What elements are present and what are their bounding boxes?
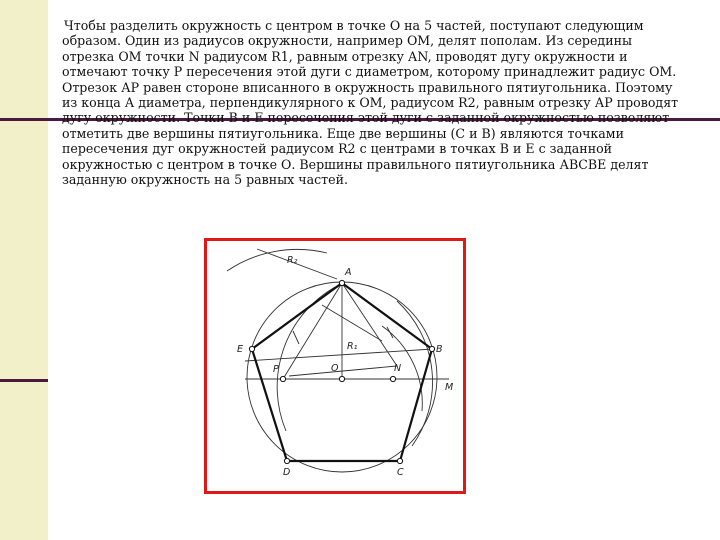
- label-c: C: [397, 467, 404, 478]
- label-n: N: [394, 363, 402, 374]
- label-o: O: [331, 363, 339, 374]
- pentagon-construction-figure: [204, 238, 466, 494]
- label-e: E: [237, 344, 244, 355]
- label-r2: R₂: [287, 255, 298, 266]
- construction-drawing: [207, 241, 463, 491]
- label-p: P: [273, 364, 279, 375]
- tick-right: [387, 327, 393, 338]
- construction-paragraph: Чтобы разделить окружность с центром в точке О на 5 частей, поступают следующим образом. Один из радиусов окружности, например ОМ, делят пополам. Из середины отрезка ОМ точки N радиусом R1, равным отрезку АN, проводят дугу окружности и отмечают точку Р пересечения этой дуги с диаметром, которому принадлежит радиус ОМ. Отрезок АР равен стороне вписанного в окружность правильного пятиугольника. Поэтому из конца А диаметра, перпендикулярного к ОМ, радиусом R2, равным отрезку АР проводят дугу окружности. Точки В и Е пересечения этой дуги с заданной окружностью позволяют отметить две вершины пятиугольника. Еще две вершины (С и В) являются точками пересечения дуг окружностей радиусом R2 с центрами в точках В и Е с заданной окружностью с центром в точке О. Вершины правильного пятиугольника АВСВЕ делят заданную окружность на 5 равных частей.: [62, 18, 679, 188]
- tick-left: [293, 331, 299, 344]
- label-d: D: [283, 467, 291, 478]
- label-m: M: [445, 382, 454, 393]
- label-r1: R₁: [347, 341, 358, 352]
- stripe-accent-line: [0, 379, 48, 382]
- label-a: A: [345, 267, 352, 278]
- r1-indicator-line: [322, 305, 382, 341]
- line-an: [342, 283, 397, 366]
- arc-r2-upper: [227, 249, 327, 271]
- label-b: B: [436, 344, 443, 355]
- arc-right: [397, 301, 433, 446]
- side-stripe: [0, 0, 48, 540]
- body-text-block: [62, 18, 684, 187]
- line-pn: [289, 366, 397, 376]
- line-eb-construction: [245, 349, 433, 361]
